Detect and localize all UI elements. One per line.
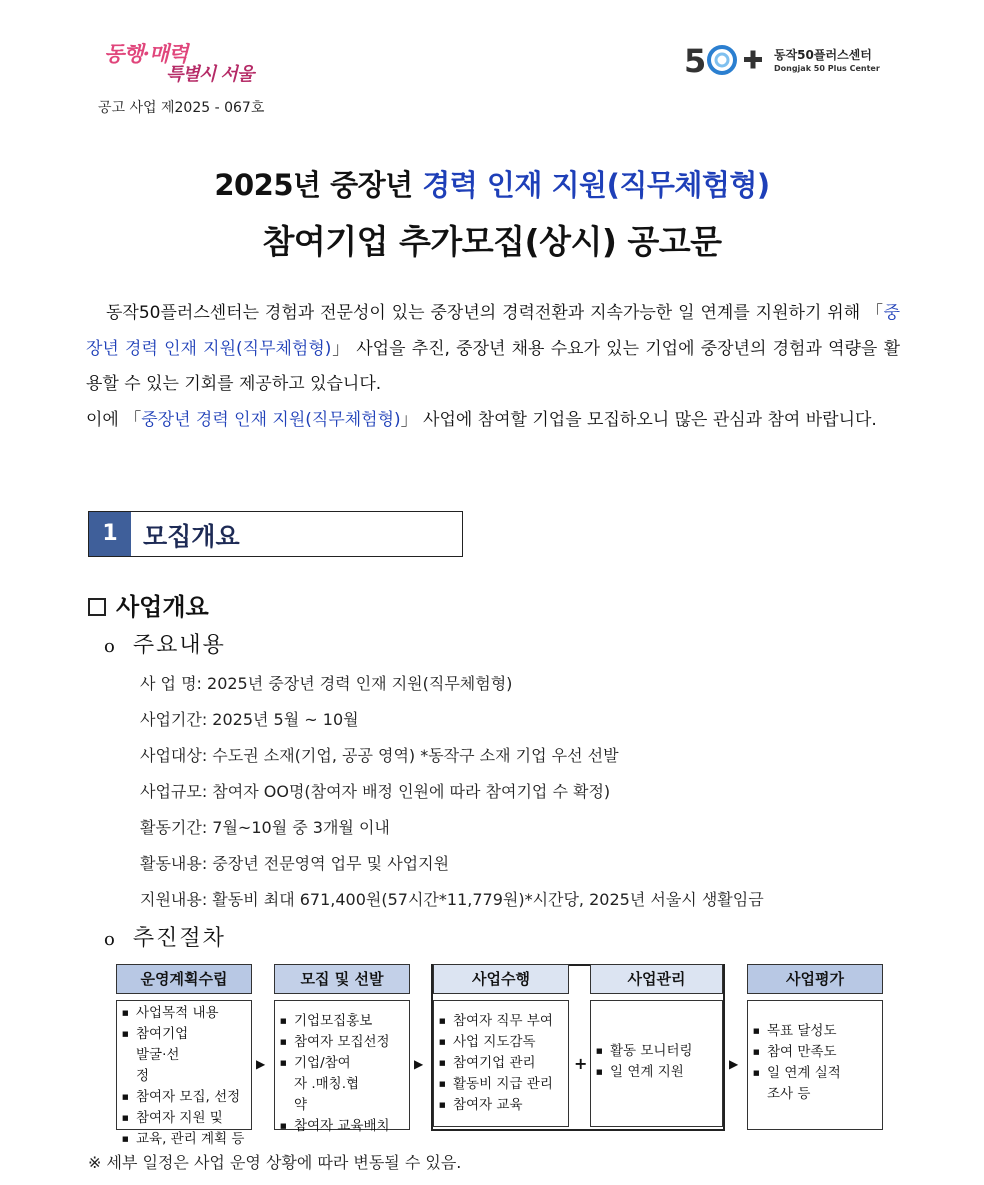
list-item: 활동내용: 중장년 전문영역 업무 및 사업지원 [140,854,450,873]
center-name-en: Dongjak 50 Plus Center [774,64,880,73]
title-prefix: 2025년 중장년 [214,168,423,202]
subsection-title-text: 사업개요 [116,593,209,621]
list-item: 사업대상: 수도권 소재(기업, 공공 영역) *동작구 소재 기업 우선 선발 [140,746,619,765]
plus-icon: + [574,1054,588,1073]
checkbox-square-icon [88,598,106,616]
intro-p1-highlight: 중장년 경력 인재 지원(직무체험형) [86,303,900,359]
step-item: ■ 참여자 모집, 선정 [122,1087,247,1108]
step-title: 모집 및 선발 [274,964,410,994]
notice-number: 공고 사업 제2025 - 067호 [98,100,265,116]
step-body [274,1000,410,1134]
document-title-line2: 참여기업 추가모집(상시) 공고문 [262,222,722,261]
step-item: ■ 일 연계 실적 조사 등 [753,1063,843,1105]
step-item: ■ 참여기업 발굴·선정 [122,1024,192,1087]
schedule-remark: ※ 세부 일정은 사업 운영 상황에 따라 변동될 수 있음. [88,1153,462,1172]
step-item: ■ 사업 지도감독 [439,1032,564,1053]
flow-arrow-icon: ▶ [256,1057,266,1071]
step-title: 사업수행 [433,964,569,994]
intro-p2-highlight: 중장년 경력 인재 지원(직무체험형) [141,409,401,430]
flow-arrow-icon: ▶ [414,1057,424,1071]
step-item: ■ 참여자 교육배치 [280,1116,405,1137]
step-item: ■ 활동 모니터링 [596,1041,718,1062]
step-item: ■ 기업/참여자 .매칭.협약 [280,1053,360,1116]
step-item: ■ 참여자 지원 및 [122,1108,247,1129]
list-item: 지원내용: 활동비 최대 671,400원(57시간*11,779원)*시간당, 2025년 서울시 생활임금 [140,890,764,909]
logo-left-line2: 특별시 서울 [166,64,254,85]
step-item: ■ 사업목적 내용 [122,1003,247,1024]
intro-p1-a: 동작50플러스센터는 경험과 전문성이 있는 중장년의 경력전환과 지속가능한 일 연계를 지원하기 위해 「 [106,303,884,323]
list-item: 활동기간: 7월~10월 중 3개월 이내 [140,818,390,837]
section-header [88,511,463,557]
step-body [590,1000,723,1127]
step-item: ■ 참여자 모집선정 [280,1032,405,1053]
step-body [747,1000,883,1130]
step-item: ■ 활동비 지급 관리 [439,1074,564,1095]
subsection-title [88,587,209,622]
flow-arrow-icon: ▶ [729,1057,739,1071]
step-item: ■ 일 연계 지원 [596,1062,718,1083]
step-body [116,1000,252,1147]
document-title-line1 [0,163,984,204]
bullet-o: o [104,636,117,657]
step-title: 사업평가 [747,964,883,994]
intro-p2-b: 」 사업에 참여할 기업을 모집하오니 많은 관심과 참여 바랍니다. [400,409,877,430]
step-item: ■ 기업모집홍보 [280,1011,405,1032]
title-highlight: 경력 인재 지원(직무체험형) [422,168,770,202]
step-title: 사업관리 [590,964,723,994]
main-content-list [140,666,764,918]
bullet-o: o [104,929,117,950]
list-item: 사업규모: 참여자 OO명(참여자 배정 인원에 따라 참여기업 수 확정) [140,782,611,801]
step-body [433,1000,569,1127]
list-item: 사업기간: 2025년 5월 ~ 10월 [140,710,359,729]
section-number: 1 [89,512,131,556]
intro-paragraph [86,296,900,438]
procedure-heading-text: 추진절차 [132,926,226,951]
step-item: ■ 참여자 교육 [439,1095,564,1116]
main-content-heading-text: 주요내용 [132,633,226,658]
step-item: ■ 참여자 직무 부여 [439,1011,564,1032]
step-item: ■ 참여 만족도 [753,1042,878,1063]
fifty-plus-logo-icon [684,40,770,80]
intro-p2-a: 이에 「 [86,409,142,430]
step-item: ■ 참여기업 관리 [439,1053,564,1074]
step-item: ■ 목표 달성도 [753,1021,878,1042]
center-logo [684,40,904,80]
svg-text:5: 5 [684,42,707,80]
seoul-slogan-logo [104,38,254,88]
procedure-heading [104,921,226,952]
center-name-kr: 동작50플러스센터 [774,48,872,62]
logo-left-line1: 동행·매력 [104,41,188,66]
main-content-heading [104,628,226,659]
list-item: 사 업 명: 2025년 중장년 경력 인재 지원(직무체험형) [140,674,513,693]
section-title: 모집개요 [143,522,240,551]
step-title: 운영계획수립 [116,964,252,994]
intro-p1-b: 」 사업을 추진, 중장년 채용 수요가 있는 기업에 중장년의 경험과 역량을 활용할 수 있는 기회를 제공하고 있습니다. [86,338,900,394]
step-item: ■ 교육, 관리 계획 등 [122,1129,247,1150]
